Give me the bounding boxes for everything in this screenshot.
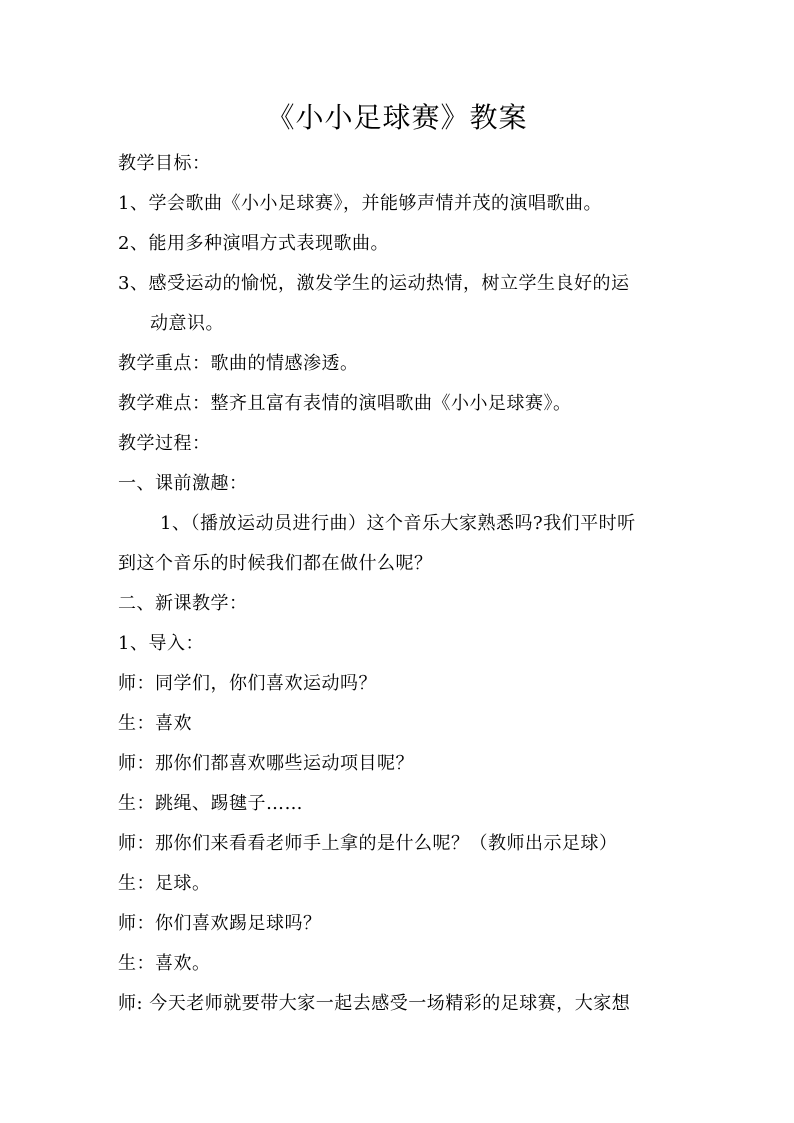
dialogue-line: 生：跳绳、踢毽子……: [118, 793, 303, 814]
dialogue-line: 生：足球。: [118, 873, 211, 894]
teaching-focus: 教学重点：歌曲的情感渗透。: [118, 353, 359, 374]
dialogue-line: 师：那你们都喜欢哪些运动项目呢？: [118, 753, 414, 774]
dialogue-line: 师：那你们来看看老师手上拿的是什么呢？（教师出示足球）: [118, 833, 618, 854]
part-one-paragraph-continued: 到这个音乐的时候我们都在做什么呢？: [118, 553, 433, 574]
objective-item-3-continued: 动意识。: [150, 313, 224, 334]
dialogue-line: 师：你们喜欢踢足球吗？: [118, 913, 322, 934]
objective-item-2: 2、能用多种演唱方式表现歌曲。: [118, 233, 389, 254]
part-one-heading: 一、课前激趣：: [118, 473, 248, 494]
intro-heading: 1、导入：: [118, 633, 204, 654]
objective-item-1: 1、学会歌曲《小小足球赛》，并能够声情并茂的演唱歌曲。: [118, 193, 602, 214]
dialogue-line: 生：喜欢。: [118, 953, 211, 974]
dialogue-line: 师: 今天老师就要带大家一起去感受一场精彩的足球赛，大家想: [118, 993, 631, 1014]
dialogue-line: 生：喜欢: [118, 713, 192, 734]
teaching-difficulty: 教学难点：整齐且富有表情的演唱歌曲《小小足球赛》。: [118, 393, 572, 414]
dialogue-line: 师：同学们，你们喜欢运动吗？: [118, 673, 377, 694]
section-heading-objectives: 教学目标：: [118, 153, 211, 174]
objective-item-3: 3、感受运动的愉悦，激发学生的运动热情，树立学生良好的运: [118, 273, 630, 294]
part-one-paragraph: 1、（播放运动员进行曲）这个音乐大家熟悉吗?我们平时听: [160, 513, 636, 534]
document-title: 《小小足球赛》教案: [266, 101, 528, 134]
section-heading-process: 教学过程：: [118, 433, 211, 454]
part-two-heading: 二、新课教学：: [118, 593, 248, 614]
